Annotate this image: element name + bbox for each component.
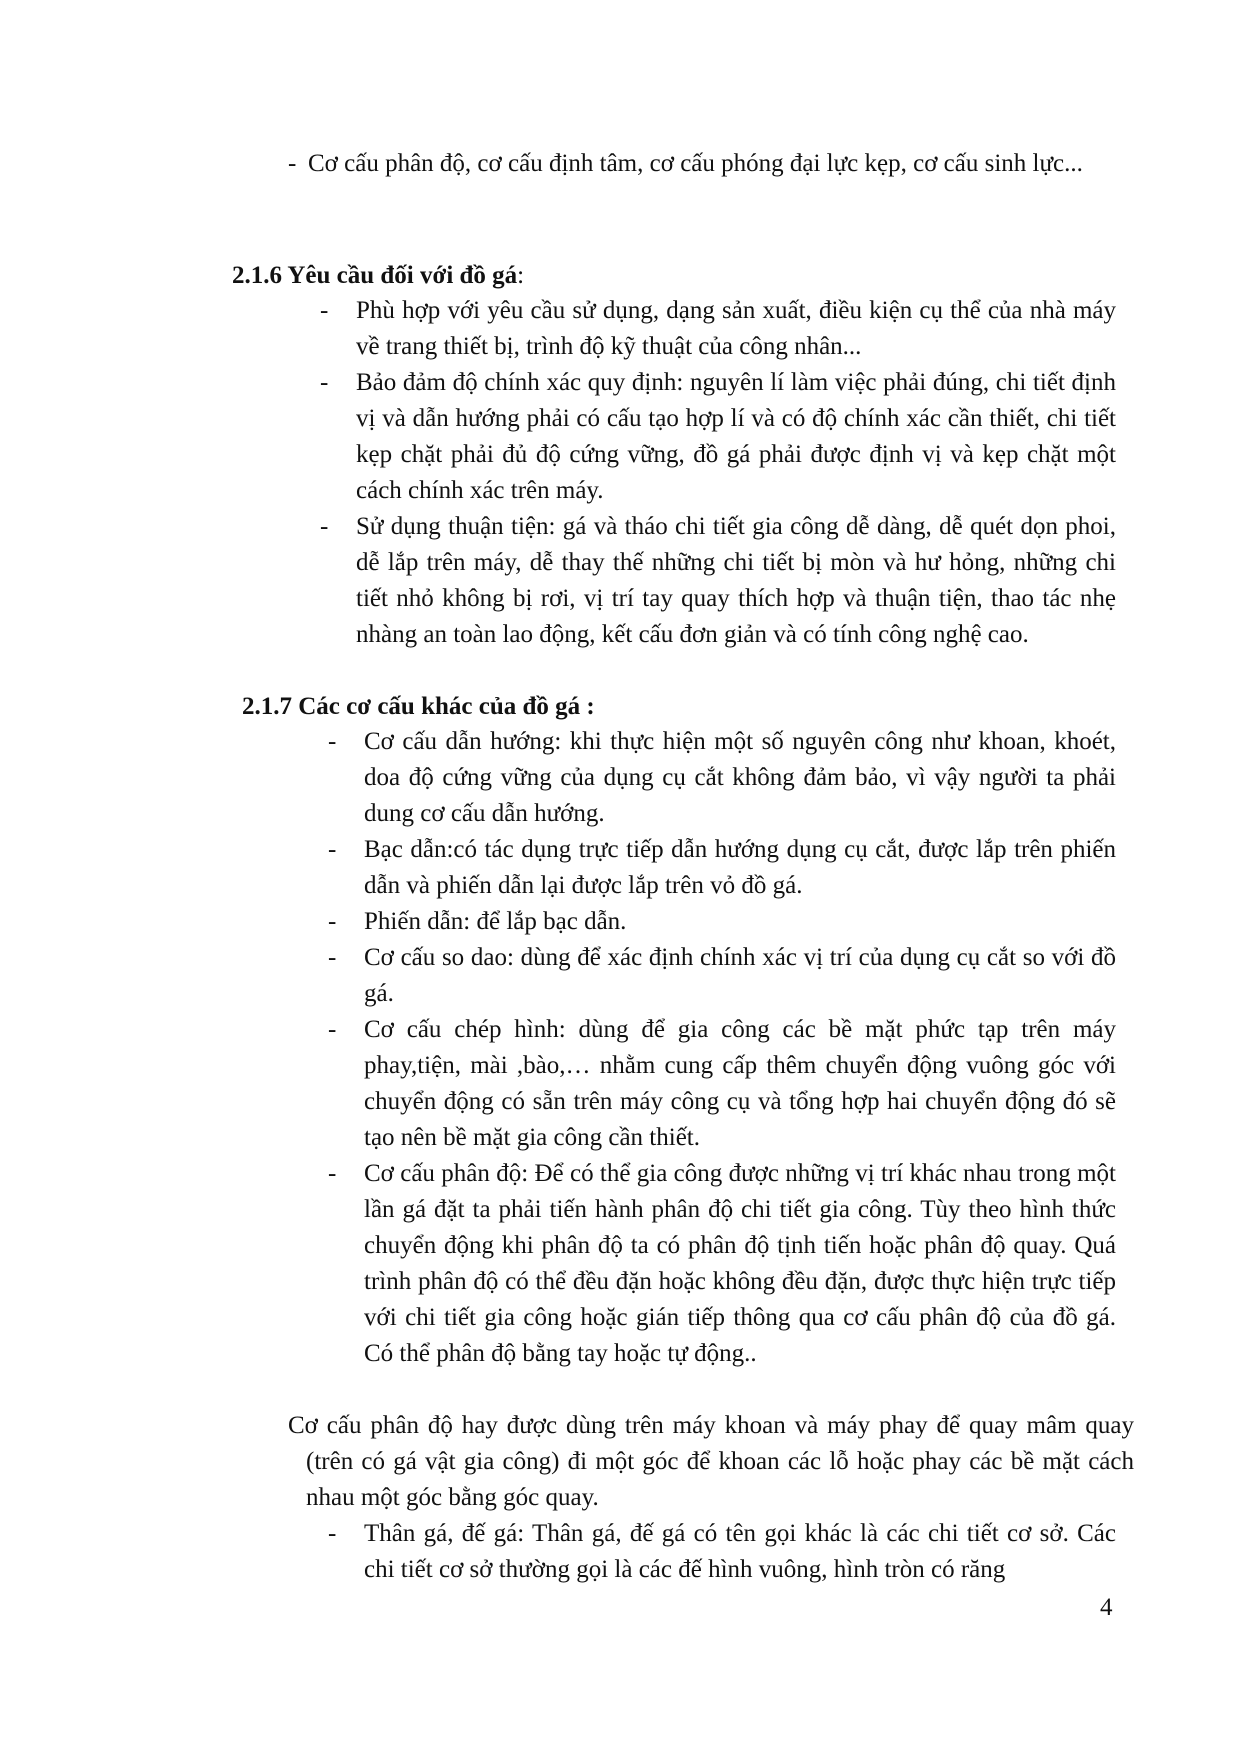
requirement-item-1: Phù hợp với yêu cầu sử dụng, dạng sản xuất, điều kiện cụ thể của nhà máy về trang thiết bị, trình độ kỹ thuật của công nhân... [356,297,1116,360]
list-dash: - [320,513,329,540]
mechanism-item-5: Cơ cấu chép hình: dùng để gia công các bề mặt phức tạp trên máy phay,tiện, mài ,bào,… nhằm cung cấp thêm chuyển động vuông góc với chuyển động có sẵn trên máy công cụ và tổng hợp hai chuyển động đó sẽ tạo nên bề mặt gia công cần thiết. [364,1016,1116,1151]
list-dash: - [328,728,337,755]
list-dash: - [328,1160,337,1187]
mechanism-item-2: Bạc dẫn:có tác dụng trực tiếp dẫn hướng dụng cụ cắt, được lắp trên phiến dẫn và phiến dẫn lại được lắp trên vỏ đồ gá. [364,836,1116,899]
list-dash: - [288,150,297,177]
intro-list-item: Cơ cấu phân độ, cơ cấu định tâm, cơ cấu phóng đại lực kẹp, cơ cấu sinh lực... [308,150,1083,177]
indexing-paragraph: Cơ cấu phân độ hay được dùng trên máy khoan và máy phay để quay mâm quay (trên có gá vật gia công) đi một góc để khoan các lỗ hoặc phay các bề mặt cách nhau một góc bằng góc quay. [288,1412,1134,1511]
section-heading-216 [232,258,524,294]
mechanism-item-6: Cơ cấu phân độ: Để có thể gia công được những vị trí khác nhau trong một lần gá đặt ta phải tiến hành phân độ chi tiết gia công. Tùy theo hình thức chuyển động khi phân độ ta có phân độ tịnh tiến hoặc phân độ quay. Quá trình phân độ có thể đều đặn hoặc không đều đặn, được thực hiện trực tiếp với chi tiết gia công hoặc gián tiếp thông qua cơ cấu phân độ của đồ gá. Có thể phân độ bằng tay hoặc tự động.. [364,1160,1116,1367]
list-dash: - [328,836,337,863]
mechanism-item-4: Cơ cấu so dao: dùng để xác định chính xác vị trí của dụng cụ cắt so với đồ gá. [364,944,1116,1007]
page-number: 4 [1100,1594,1113,1621]
requirement-item-2: Bảo đảm độ chính xác quy định: nguyên lí làm việc phải đúng, chi tiết định vị và dẫn hướng phải có cấu tạo hợp lí và có độ chính xác cần thiết, chi tiết kẹp chặt phải đủ độ cứng vững, đồ gá phải được định vị và kẹp chặt một cách chính xác trên máy. [356,369,1116,504]
mechanism-item-3: Phiến dẫn: để lắp bạc dẫn. [364,908,627,935]
section-heading-217: 2.1.7 Các cơ cấu khác của đồ gá : [242,693,595,720]
list-dash: - [328,1520,337,1547]
list-dash: - [320,369,329,396]
section-heading-text: 2.1.6 Yêu cầu đối với đồ gá [232,262,518,289]
heading-colon: : [517,262,525,289]
list-dash: - [328,908,337,935]
mechanism-item-1: Cơ cấu dẫn hướng: khi thực hiện một số nguyên công như khoan, khoét, doa độ cứng vững của dụng cụ cắt không đảm bảo, vì vậy người ta phải dung cơ cấu dẫn hướng. [364,728,1116,827]
list-dash: - [320,297,329,324]
list-dash: - [328,944,337,971]
list-dash: - [328,1016,337,1043]
requirement-item-3: Sử dụng thuận tiện: gá và tháo chi tiết gia công dễ dàng, dễ quét dọn phoi, dễ lắp trên máy, dễ thay thế những chi tiết bị mòn và hư hỏng, những chi tiết nhỏ không bị rơi, vị trí tay quay thích hợp và thuận tiện, thao tác nhẹ nhàng an toàn lao động, kết cấu đơn giản và có tính công nghệ cao. [356,513,1116,648]
mechanism-item-7: Thân gá, đế gá: Thân gá, đế gá có tên gọi khác là các chi tiết cơ sở. Các chi tiết cơ sở thường gọi là các đế hình vuông, hình tròn có răng [364,1520,1116,1583]
